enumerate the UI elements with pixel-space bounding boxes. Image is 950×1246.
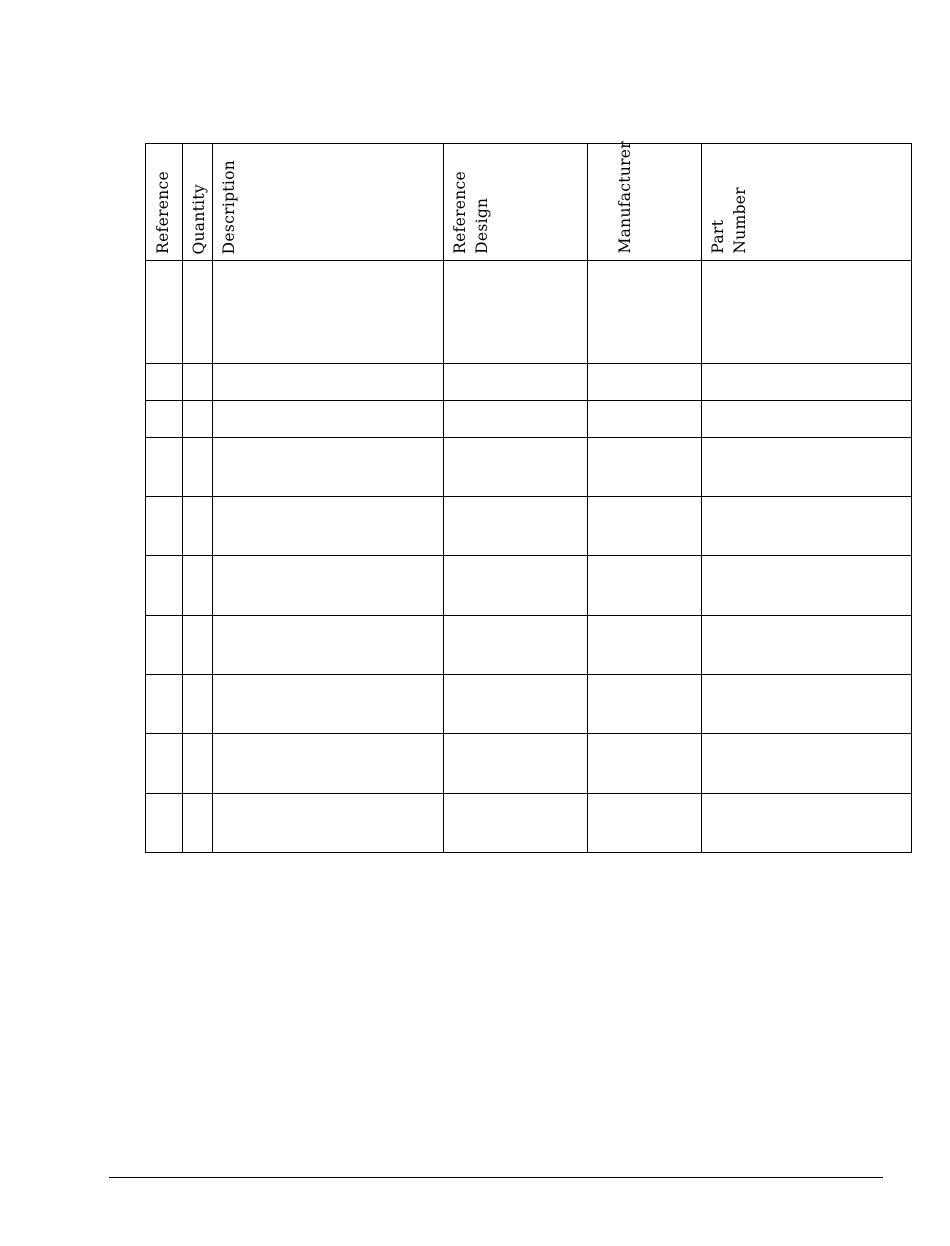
table-row — [146, 497, 912, 556]
table-row — [146, 437, 912, 496]
cell-description — [213, 437, 444, 496]
cell-reference-design — [444, 400, 588, 437]
cell-reference-design — [444, 556, 588, 615]
cell-reference-design — [444, 437, 588, 496]
cell-part-number — [702, 400, 912, 437]
cell-reference — [146, 437, 183, 496]
cell-quantity — [183, 261, 213, 364]
cell-description — [213, 675, 444, 734]
cell-reference-design — [444, 793, 588, 852]
cell-manufacturer — [588, 363, 702, 400]
cell-reference — [146, 363, 183, 400]
header-description-label: Description — [220, 159, 238, 254]
header-reference-design-label: Reference Design — [451, 171, 491, 254]
cell-part-number — [702, 615, 912, 674]
cell-reference — [146, 793, 183, 852]
header-manufacturer — [588, 141, 702, 261]
cell-manufacturer — [588, 400, 702, 437]
cell-reference-design — [444, 261, 588, 364]
cell-part-number — [702, 793, 912, 852]
cell-part-number — [702, 675, 912, 734]
cell-manufacturer — [588, 556, 702, 615]
cell-part-number — [702, 363, 912, 400]
cell-part-number — [702, 437, 912, 496]
cell-manufacturer — [588, 497, 702, 556]
cell-reference-design — [444, 615, 588, 674]
cell-reference — [146, 734, 183, 793]
table-header-row — [146, 144, 912, 261]
cell-reference — [146, 556, 183, 615]
header-manufacturer-label: Manufacturer — [616, 141, 634, 254]
table-row — [146, 675, 912, 734]
header-part-number — [702, 144, 912, 261]
cell-reference-design — [444, 363, 588, 400]
cell-manufacturer — [588, 734, 702, 793]
cell-reference-design — [444, 497, 588, 556]
table-row — [146, 363, 912, 400]
cell-reference — [146, 675, 183, 734]
cell-quantity — [183, 615, 213, 674]
cell-manufacturer — [588, 437, 702, 496]
cell-description — [213, 615, 444, 674]
cell-quantity — [183, 400, 213, 437]
table-row — [146, 400, 912, 437]
cell-manufacturer — [588, 675, 702, 734]
cell-description — [213, 363, 444, 400]
cell-description — [213, 556, 444, 615]
table-row — [146, 556, 912, 615]
cell-quantity — [183, 675, 213, 734]
table-row — [146, 615, 912, 674]
cell-quantity — [183, 556, 213, 615]
header-reference — [146, 144, 183, 261]
cell-part-number — [702, 261, 912, 364]
header-reference-design — [444, 144, 588, 261]
cell-quantity — [183, 437, 213, 496]
cell-quantity — [183, 793, 213, 852]
cell-reference — [146, 497, 183, 556]
table-row — [146, 793, 912, 852]
cell-part-number — [702, 497, 912, 556]
header-reference-label: Reference — [154, 171, 172, 254]
cell-reference — [146, 615, 183, 674]
cell-part-number — [702, 556, 912, 615]
footer-rule — [109, 1177, 883, 1178]
header-part-number-label: Part Number — [709, 187, 749, 254]
table-row — [146, 734, 912, 793]
cell-reference-design — [444, 734, 588, 793]
header-description — [213, 144, 444, 261]
cell-description — [213, 734, 444, 793]
header-quantity — [183, 144, 213, 261]
cell-manufacturer — [588, 793, 702, 852]
header-quantity-label: Quantity — [190, 183, 208, 254]
bill-of-materials-table — [145, 143, 912, 853]
cell-quantity — [183, 363, 213, 400]
cell-reference-design — [444, 675, 588, 734]
cell-reference — [146, 400, 183, 437]
cell-description — [213, 793, 444, 852]
cell-description — [213, 400, 444, 437]
cell-manufacturer — [588, 615, 702, 674]
cell-part-number — [702, 734, 912, 793]
cell-quantity — [183, 734, 213, 793]
cell-description — [213, 497, 444, 556]
table-row — [146, 261, 912, 364]
cell-reference — [146, 261, 183, 364]
cell-quantity — [183, 497, 213, 556]
cell-manufacturer — [588, 261, 702, 364]
cell-description — [213, 261, 444, 364]
